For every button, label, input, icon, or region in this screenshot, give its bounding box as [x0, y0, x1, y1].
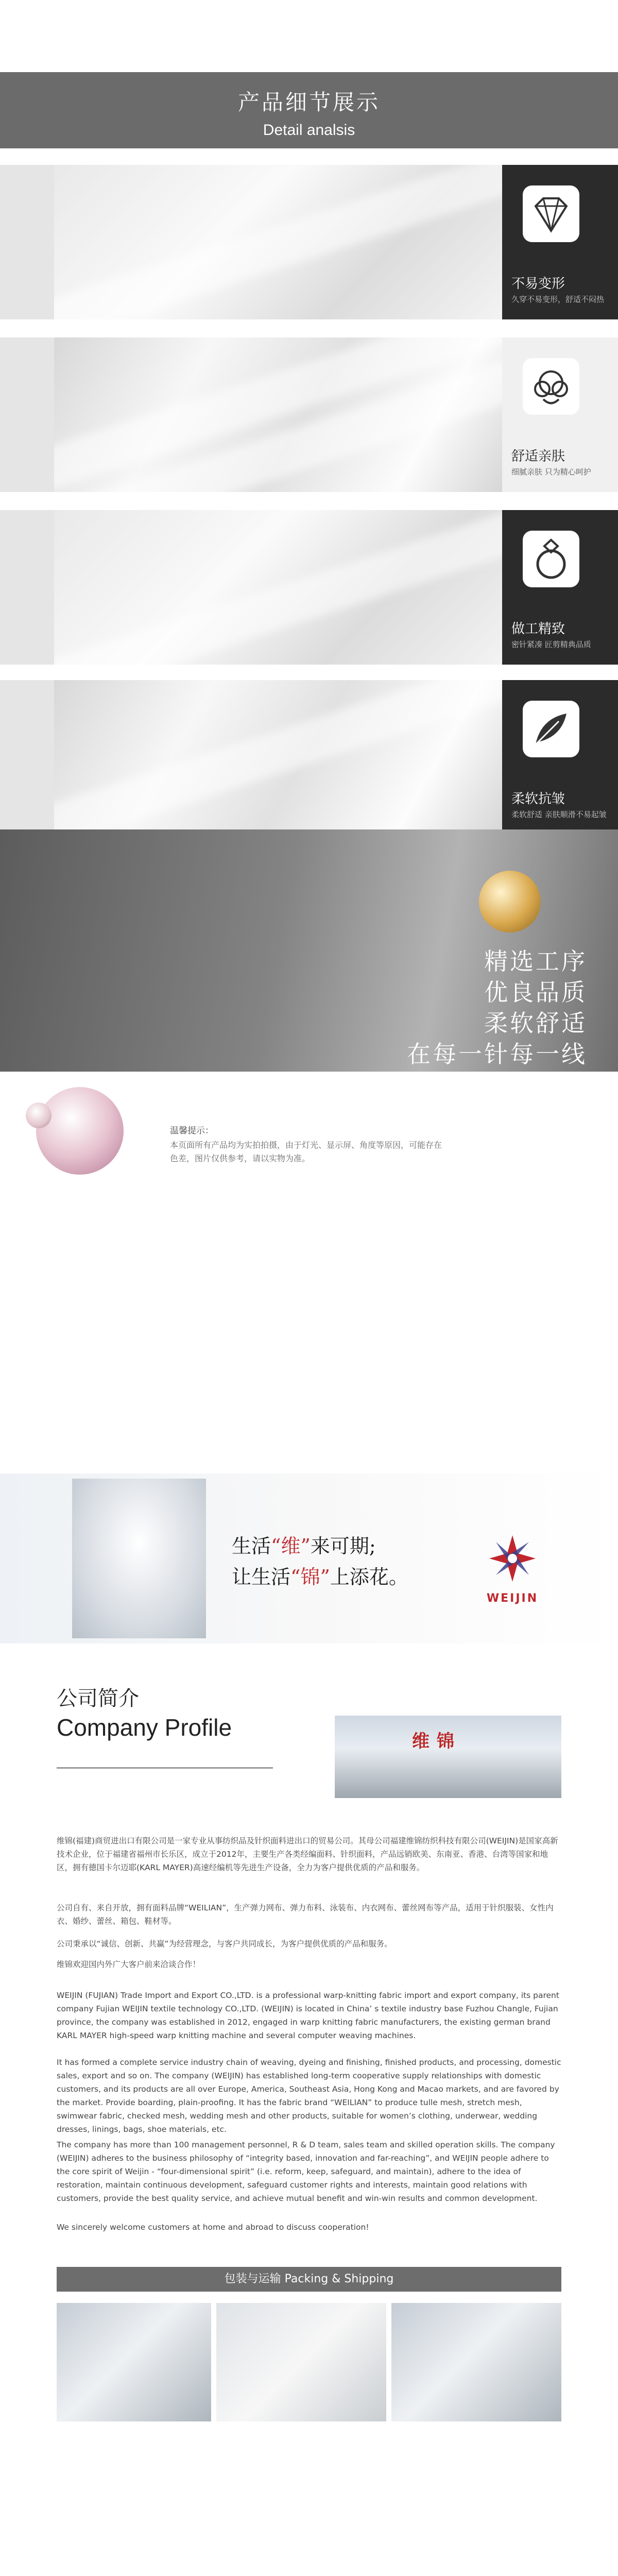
fabric-photo — [54, 337, 502, 492]
detail-title-cn: 产品细节展示 — [237, 90, 380, 115]
promo-line-1: 精选工序 — [484, 947, 587, 975]
slogan-line-1: 生活“维”来可期; — [232, 1535, 376, 1557]
company-title-cn: 公司简介 — [57, 1687, 139, 1710]
feature-title: 做工精致 — [511, 621, 565, 637]
detail-row-4 — [0, 680, 618, 835]
feature-desc: 柔软舒适 亲肤顺滑不易起皱 — [511, 810, 607, 819]
ring-icon — [523, 531, 579, 587]
divider — [57, 1767, 273, 1769]
company-intro-cn-1: 维锦(福建)商贸进出口有限公司是一家专业从事纺织品及针织面料进出口的贸易公司。其母公司福建维锦纺织科技有限公司(WEIJIN)是国家高新技术企业，位于福建省福州市长乐区，成立于2012年，主要生产各类经编面料、针织面料，产品远销欧美、东南亚、香港、台湾等国家和地区，拥有德国卡尔迈耶(KARL MAYER)高速经编机等先进生产设备，全力为客户提供优质的产品和服务。 — [57, 1836, 558, 1872]
feature-title: 舒适亲肤 — [511, 449, 565, 464]
detail-header — [0, 72, 618, 148]
detail-row-2 — [0, 337, 618, 492]
company-intro-en-4: We sincerely welcome customers at home and abroad to discuss cooperation! — [57, 2223, 369, 2232]
feature-desc: 细腻亲肤 只为精心呵护 — [511, 467, 591, 477]
diamond-icon — [523, 185, 579, 242]
section-packing: 包装与运输 Packing & Shipping — [57, 2267, 561, 2292]
fabric-photo — [54, 680, 502, 835]
company-intro-en-3: The company has more than 100 management personnel, R & D team, sales team and skilled operation skills. The company (WEIJIN) adheres to the business philosophy of “integrity based, innovation and far-reaching”, and WEIJIN people adhere to the core spirit of Weijin - “four-dimensional spirit” (i.e. reform, keep, safeguard, and maintain), adhere to the idea of restoration, maintain continuous development, safeguard customer rights and interests, maintain good relations with customers, provide the best quality service, and achieve mutual benefit and win-win results and common development. — [57, 2140, 555, 2203]
promo-line-2: 优良品质 — [484, 978, 587, 1006]
cotton-icon — [523, 358, 579, 415]
slogan-line-2: 让生活“锦”上添花。 — [232, 1566, 408, 1588]
feature-panel — [502, 165, 618, 319]
detail-row-1 — [0, 165, 618, 319]
packing-photo — [216, 2303, 386, 2421]
company-intro-cn-3: 公司秉承以“诚信、创新、共赢”为经营理念，与客户共同成长，为客户提供优质的产品和服务。 — [57, 1939, 392, 1948]
gold-pearl — [479, 871, 541, 933]
brand-name: WEIJIN — [486, 1592, 539, 1605]
fabric-photo — [54, 510, 502, 665]
side-strip — [0, 510, 54, 665]
feature-desc: 密针紧凑 匠剪精典品质 — [511, 640, 591, 649]
tips-body: 本页面所有产品均为实拍拍摄，由于灯光、显示屏、角度等原因，可能存在色差，图片仅供参考，请以实物为准。 — [170, 1140, 442, 1163]
detail-title-en: Detail analsis — [263, 122, 355, 139]
brand-logo-icon — [479, 1530, 546, 1587]
side-strip — [0, 165, 54, 319]
feature-title: 柔软抗皱 — [511, 791, 565, 807]
company-intro-en-1: WEIJIN (FUJIAN) Trade Import and Export CO.,LTD. is a professional warp-knitting fabric import and export company, its parent company Fujian WEIJIN textile technology CO.,LTD. (WEIJIN) is located in China’ s textile industry base Fuzhou Changle, Fujian province, the company was established in 2012, engaged in warp knitting fabric manufacturers, the existing german brand KARL MAYER high-speed warp knitting machine and several computer weaving machines. — [57, 1991, 559, 2040]
company-intro-en-2: It has formed a complete service industry chain of weaving, dyeing and finishing, finished products, and processing, domestic sales, export and so on. The company (WEIJIN) has established long-term cooperative supply relationships with domestic customers, and its products are all over Europe, America, Southeast Asia, Hong Kong and Macao markets, and are favored by the market. Provide boarding, plain-proofing. It has the fabric brand “WEILIAN” to produce tulle mesh, stretch mesh, swimwear fabric, checked mesh, wedding mesh and other products, suitable for women’s clothing, underwear, wedding dresses, linings, bags, shoe materials, etc. — [57, 2058, 561, 2134]
company-title — [57, 1682, 232, 1741]
promo-line-3: 柔软舒适 — [484, 1009, 587, 1037]
feature-panel — [502, 337, 618, 492]
company-intro-cn-2: 公司自有、来自开放，拥有面料品牌“WEILIAN”，生产弹力网布、弹力布料、泳装布、内衣网布、蕾丝网布等产品，适用于针织服装、女性内衣、婚纱、蕾丝、箱包、鞋材等。 — [57, 1903, 554, 1926]
warehouse-photo — [391, 2303, 561, 2421]
tips-block — [0, 1072, 618, 1216]
feather-icon — [523, 701, 579, 757]
company-title-en: Company Profile — [57, 1714, 232, 1741]
pearl-decoration-small — [26, 1103, 52, 1128]
detail-row-3 — [0, 510, 618, 665]
tips-title: 温馨提示： — [170, 1126, 214, 1136]
company-building-photo — [335, 1716, 561, 1798]
promo-banner — [0, 829, 618, 1072]
feature-panel — [502, 510, 618, 665]
building-sign: 维锦 — [412, 1731, 461, 1752]
pearl-decoration — [36, 1087, 124, 1175]
company-intro-cn-4: 维锦欢迎国内外广大客户前来洽谈合作！ — [57, 1960, 201, 1969]
warehouse-photo — [57, 2303, 211, 2421]
fabric-photo — [54, 165, 502, 319]
feature-title: 不易变形 — [511, 276, 565, 292]
feature-desc: 久穿不易变形，舒适不闷热 — [511, 295, 605, 304]
side-strip — [0, 680, 54, 835]
side-strip — [0, 337, 54, 492]
promo-line-4: 在每一针每一线 — [407, 1040, 587, 1068]
dress-figure — [72, 1479, 206, 1638]
brand-banner — [0, 1473, 618, 1643]
feature-panel — [502, 680, 618, 835]
